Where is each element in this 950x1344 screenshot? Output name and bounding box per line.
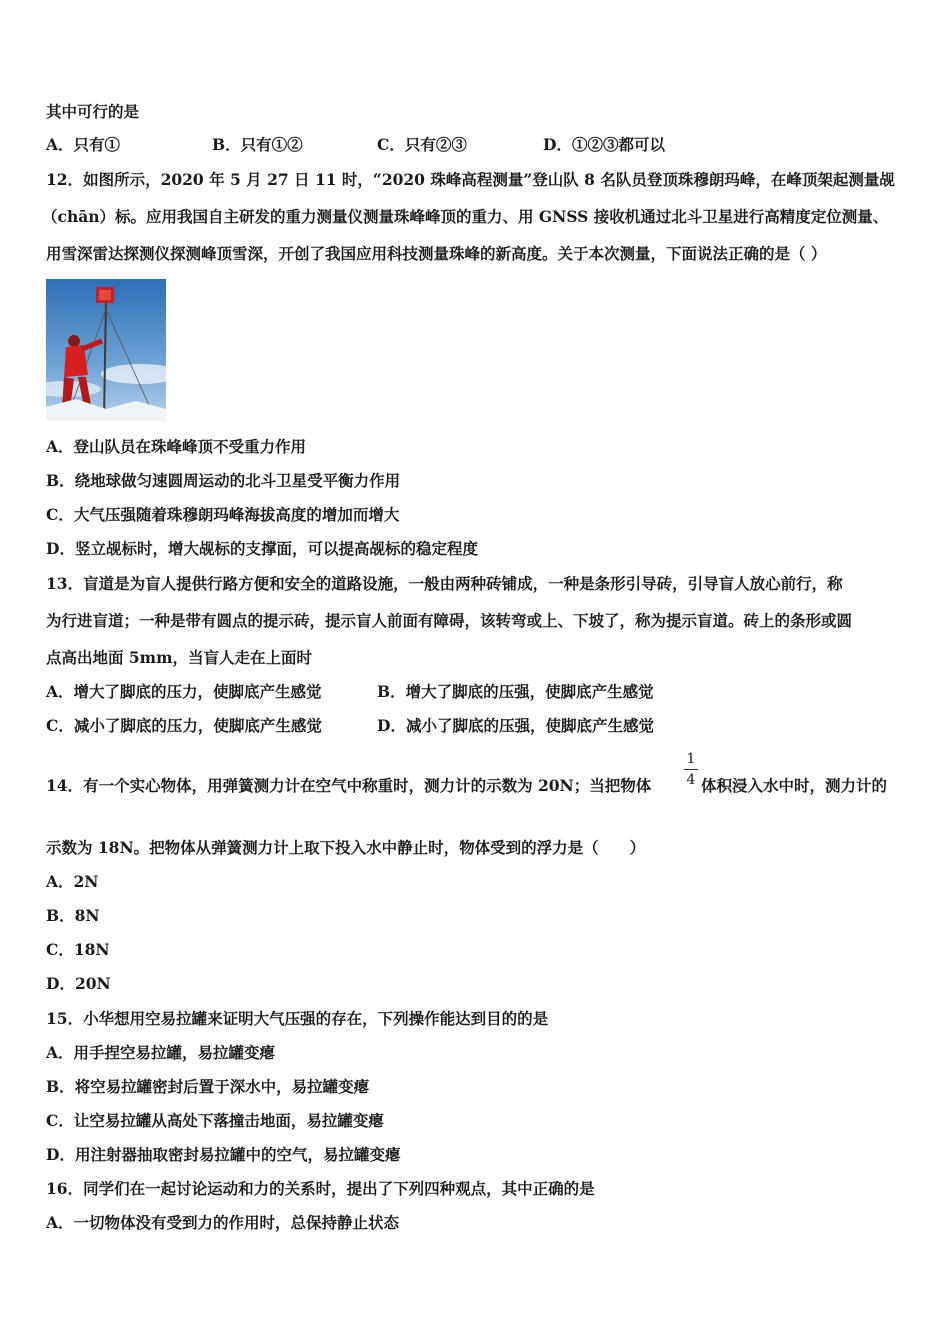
q16-stem: 16．同学们在一起讨论运动和力的关系时，提出了下列四种观点，其中正确的是 [46,1179,595,1198]
q14-option-c: C．18N [46,940,110,959]
q14-stem-line-2: 示数为 18N。把物体从弹簧测力计上取下投入水中静止时，物体受到的浮力是（ ） [46,838,646,857]
q15-stem: 15．小华想用空易拉罐来证明大气压强的存在，下列操作能达到目的的是 [46,1009,549,1028]
q12-option-d: D．竖立觇标时，增大觇标的支撑面，可以提高觇标的稳定程度 [46,539,478,558]
fraction-bar [684,769,698,770]
q13-stem-line-2: 为行进盲道；一种是带有圆点的提示砖，提示盲人前面有障碍，该转弯或上、下坡了，称为提示盲道。砖上的条形或圆 [46,611,853,630]
q15-option-a: A．用手捏空易拉罐，易拉罐变瘪 [46,1043,276,1062]
fraction-numerator: 1 [686,751,696,767]
q12-option-c: C．大气压强随着珠穆朗玛峰海拔高度的增加而增大 [46,505,400,524]
q11-stem-tail: 其中可行的是 [46,102,140,121]
q13-option-c: C．减小了脚底的压力，使脚底产生感觉 [46,716,322,735]
q13-option-d: D．减小了脚底的压强，使脚底产生感觉 [377,716,654,735]
summit-photo [46,279,166,421]
q14-option-a: A．2N [46,872,99,891]
q12-stem-line-3: 用雪深雷达探测仪探测峰顶雪深，开创了我国应用科技测量珠峰的新高度。关于本次测量，下面说法正确的是（ ） [46,244,827,263]
q14-option-d: D．20N [46,974,111,993]
q13-stem-line-1: 13．盲道是为盲人提供行路方便和安全的道路设施，一般由两种砖铺成，一种是条形引导砖，引导盲人放心前行，称 [46,574,843,593]
fraction-denominator: 4 [686,772,696,788]
q13-option-b: B．增大了脚底的压强，使脚底产生感觉 [377,682,654,701]
q16-option-a: A．一切物体没有受到力的作用时，总保持静止状态 [46,1213,400,1232]
q13-stem-line-3: 点高出地面 5mm，当盲人走在上面时 [46,648,312,667]
fraction-one-quarter [684,751,698,788]
q15-option-c: C．让空易拉罐从高处下落撞击地面，易拉罐变瘪 [46,1111,384,1130]
q11-option-b: B．只有①② [212,135,303,154]
q11-option-d: D．①②③都可以 [543,135,665,154]
q15-option-b: B．将空易拉罐密封后置于深水中，易拉罐变瘪 [46,1077,370,1096]
q12-option-b: B．绕地球做匀速圆周运动的北斗卫星受平衡力作用 [46,471,401,490]
q12-option-a: A．登山队员在珠峰峰顶不受重力作用 [46,437,307,456]
q15-option-d: D．用注射器抽取密封易拉罐中的空气，易拉罐变瘪 [46,1145,401,1164]
q14-stem-line-1-before: 14．有一个实心物体，用弹簧测力计在空气中称重时，测力计的示数为 20N；当把物体 [46,776,652,795]
q12-stem-line-2: （chān）标。应用我国自主研发的重力测量仪测量珠峰峰顶的重力、用 GNSS 接收机通过北斗卫星进行高精度定位测量、 [42,207,889,226]
q11-option-c: C．只有②③ [377,135,467,154]
q12-stem-line-1: 12．如图所示，2020 年 5 月 27 日 11 时，“2020 珠峰高程测量”登山队 8 名队员登顶珠穆朗玛峰，在峰顶架起测量觇 [46,170,895,189]
q14-stem-line-1-after: 体积浸入水中时，测力计的 [701,776,888,795]
q13-option-a: A．增大了脚底的压力，使脚底产生感觉 [46,682,322,701]
q14-option-b: B．8N [46,906,100,925]
q11-option-a: A．只有① [46,135,121,154]
